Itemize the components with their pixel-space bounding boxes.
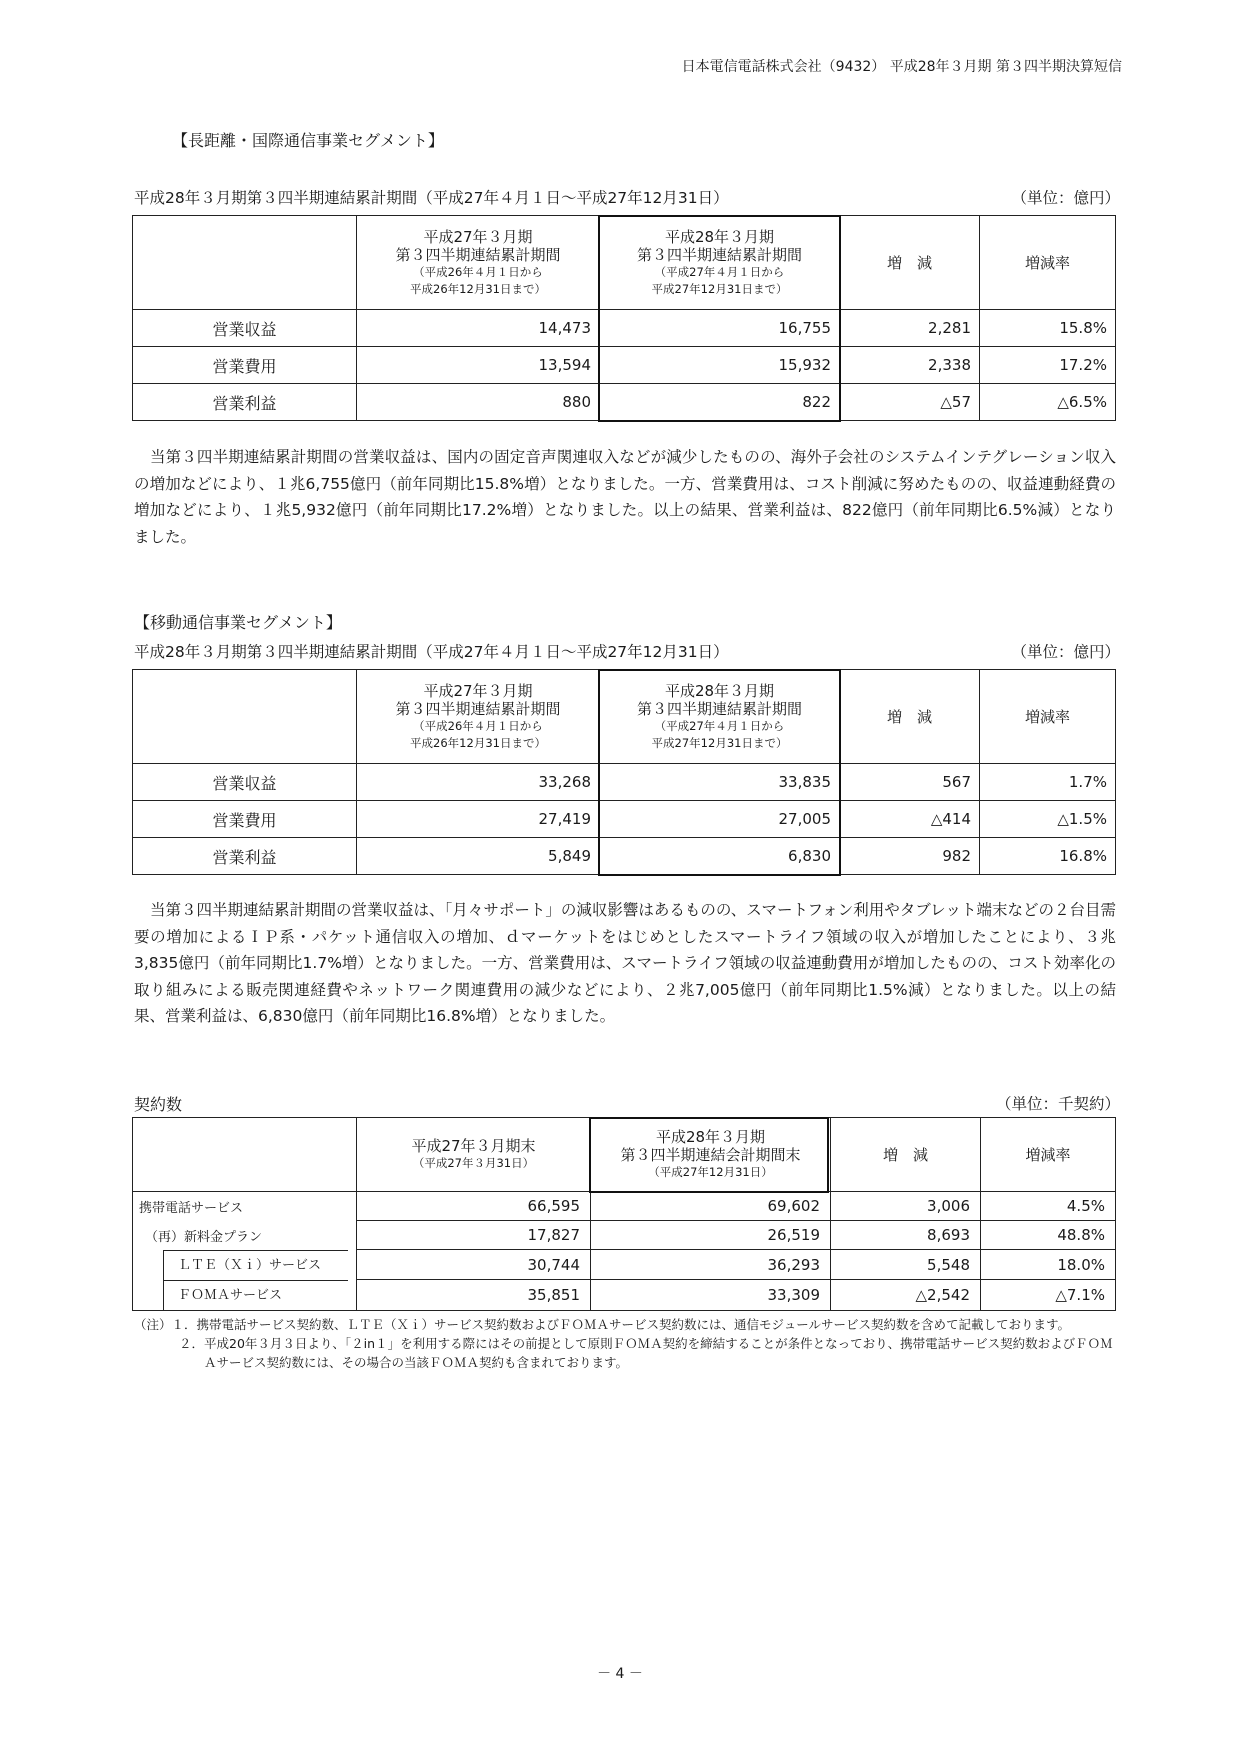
cell-rate: △7.1% — [981, 1280, 1116, 1311]
cell-rate: 15.8% — [980, 310, 1116, 347]
header-blank — [133, 216, 357, 310]
cell-prev: 14,473 — [357, 310, 600, 347]
cell-change: 3,006 — [831, 1192, 981, 1221]
table-row — [133, 1250, 1116, 1280]
cell-curr: 33,835 — [600, 764, 840, 801]
header-curr-period: 平成28年３月期 第３四半期連結累計期間 （平成27年４月１日から 平成27年12月31日まで） — [600, 670, 840, 764]
cell-curr: 26,519 — [591, 1221, 831, 1250]
cell-rate: 48.8% — [981, 1221, 1116, 1250]
row-label: （再）新料金プラン — [133, 1221, 357, 1250]
header-prev-period: 平成27年３月期末 （平成27年３月31日） — [357, 1118, 591, 1192]
period-label: 平成28年３月期第３四半期連結累計期間（平成27年４月１日～平成27年12月31日） — [134, 643, 729, 661]
row-label: 営業利益 — [133, 838, 357, 875]
cell-change: 2,338 — [840, 347, 980, 384]
note-mark: ２． — [179, 1336, 205, 1351]
note-item — [134, 1334, 1116, 1372]
row-label: 営業収益 — [133, 310, 357, 347]
cell-change: △57 — [840, 384, 980, 421]
cell-rate: 18.0% — [981, 1250, 1116, 1280]
cell-change: 567 — [840, 764, 980, 801]
segment-table-long-distance — [132, 215, 1116, 421]
note-mark: （注）１． — [134, 1317, 197, 1332]
cell-prev: 5,849 — [357, 838, 600, 875]
header-blank — [133, 1118, 357, 1192]
table-row — [133, 310, 1116, 347]
contracts-table — [132, 1117, 1116, 1311]
row-label: 営業費用 — [133, 801, 357, 838]
table-row — [133, 347, 1116, 384]
table-row — [133, 1192, 1116, 1221]
period-label: 平成28年３月期第３四半期連結累計期間（平成27年４月１日～平成27年12月31日） — [134, 189, 729, 207]
table-row — [133, 1221, 1116, 1250]
cell-curr: 33,309 — [591, 1280, 831, 1311]
row-label: ＬＴＥ（Ｘｉ）サービス — [163, 1250, 348, 1280]
cell-rate: △1.5% — [980, 801, 1116, 838]
notes — [134, 1315, 1116, 1372]
section-title-long-distance: 【長距離・国際通信事業セグメント】 — [172, 131, 444, 150]
cell-rate: 4.5% — [981, 1192, 1116, 1221]
cell-prev: 17,827 — [357, 1221, 591, 1250]
cell-curr: 15,932 — [600, 347, 840, 384]
section-commentary: 当第３四半期連結累計期間の営業収益は、国内の固定音声関連収入などが減少したものの、海外子会社のシステムインテグレーション収入の増加などにより、１兆6,755億円（前年同期比15.8%増）となりました。一方、営業費用は、コスト削減に努めたものの、収益連動経費の増加などにより、１兆5,932億円（前年同期比17.2%増）となりました。以上の結果、営業利益は、822億円（前年同期比6.5%減）となりました。 — [134, 448, 1116, 546]
table-row — [133, 384, 1116, 421]
row-label: ＦＯＭＡサービス — [163, 1280, 348, 1310]
header-rate: 増減率 — [980, 216, 1116, 310]
row-label-cell — [133, 1280, 357, 1311]
row-label: 営業費用 — [133, 347, 357, 384]
cell-prev: 13,594 — [357, 347, 600, 384]
cell-prev: 35,851 — [357, 1280, 591, 1311]
cell-prev: 27,419 — [357, 801, 600, 838]
header-change: 増 減 — [840, 670, 980, 764]
cell-curr: 69,602 — [591, 1192, 831, 1221]
header-prev-period: 平成27年３月期 第３四半期連結累計期間 （平成26年４月１日から 平成26年12月31日まで） — [357, 670, 600, 764]
cell-prev: 30,744 — [357, 1250, 591, 1280]
row-label: 携帯電話サービス — [133, 1192, 357, 1221]
note-text: 平成20年３月３日より、「２in１」を利用する際にはその前提として原則ＦＯＭＡ契約を締結することが条件となっており、携帯電話サービス契約数およびＦＯＭＡサービス契約数には、その場合の当該ＦＯＭＡ契約も含まれております。 — [204, 1336, 1113, 1370]
cell-curr: 16,755 — [600, 310, 840, 347]
page-number: － 4 － — [597, 1666, 643, 1682]
cell-rate: 16.8% — [980, 838, 1116, 875]
cell-prev: 880 — [357, 384, 600, 421]
row-label: 営業収益 — [133, 764, 357, 801]
cell-change: 982 — [840, 838, 980, 875]
cell-curr: 36,293 — [591, 1250, 831, 1280]
cell-change: △414 — [840, 801, 980, 838]
header-rate: 増減率 — [981, 1118, 1116, 1192]
cell-curr: 6,830 — [600, 838, 840, 875]
cell-change: 5,548 — [831, 1250, 981, 1280]
header-curr-period: 平成28年３月期 第３四半期連結累計期間 （平成27年４月１日から 平成27年12月31日まで） — [600, 216, 840, 310]
table-row — [133, 1280, 1116, 1311]
header-rate: 増減率 — [980, 670, 1116, 764]
table-row — [133, 838, 1116, 875]
unit-label: （単位：億円） — [1011, 643, 1120, 661]
contracts-title: 契約数 — [134, 1095, 183, 1114]
cell-prev: 66,595 — [357, 1192, 591, 1221]
note-item — [134, 1315, 1116, 1334]
row-label: 営業利益 — [133, 384, 357, 421]
table-row — [133, 801, 1116, 838]
segment-table-mobile — [132, 669, 1116, 875]
cell-change: 2,281 — [840, 310, 980, 347]
section-title-mobile: 【移動通信事業セグメント】 — [134, 613, 342, 632]
note-text: 携帯電話サービス契約数、ＬＴＥ（Ｘｉ）サービス契約数およびＦＯＭＡサービス契約数には、通信モジュールサービス契約数を含めて記載しております。 — [196, 1317, 1071, 1332]
unit-label: （単位：億円） — [1011, 189, 1120, 207]
header-change: 増 減 — [831, 1118, 981, 1192]
cell-rate: 1.7% — [980, 764, 1116, 801]
cell-curr: 27,005 — [600, 801, 840, 838]
header-curr-period: 平成28年３月期 第３四半期連結会計期間末 （平成27年12月31日） — [591, 1118, 831, 1192]
header-blank — [133, 670, 357, 764]
cell-prev: 33,268 — [357, 764, 600, 801]
unit-label: （単位：千契約） — [995, 1095, 1120, 1113]
section-commentary: 当第３四半期連結累計期間の営業収益は、「月々サポート」の減収影響はあるものの、スマートフォン利用やタブレット端末などの２台目需要の増加によるＩＰ系・パケット通信収入の増加、ｄマーケットをはじめとしたスマートライフ領域の収入が増加したことにより、３兆3,835億円（前年同期比1.7%増）となりました。一方、営業費用は、スマートライフ領域の収益連動費用が増加したものの、コスト効率化の取り組みによる販売関連経費やネットワーク関連費用の減少などにより、２兆7,005億円（前年同期比1.5%減）となりました。以上の結果、営業利益は、6,830億円（前年同期比16.8%増）となりました。 — [134, 901, 1116, 1025]
document-header: 日本電信電話株式会社（9432） 平成28年３月期 第３四半期決算短信 — [681, 59, 1122, 75]
header-change: 増 減 — [840, 216, 980, 310]
header-prev-period: 平成27年３月期 第３四半期連結累計期間 （平成26年４月１日から 平成26年12月31日まで） — [357, 216, 600, 310]
table-row — [133, 764, 1116, 801]
cell-change: △2,542 — [831, 1280, 981, 1311]
row-label-cell — [133, 1250, 357, 1280]
cell-rate: 17.2% — [980, 347, 1116, 384]
cell-rate: △6.5% — [980, 384, 1116, 421]
cell-change: 8,693 — [831, 1221, 981, 1250]
cell-curr: 822 — [600, 384, 840, 421]
